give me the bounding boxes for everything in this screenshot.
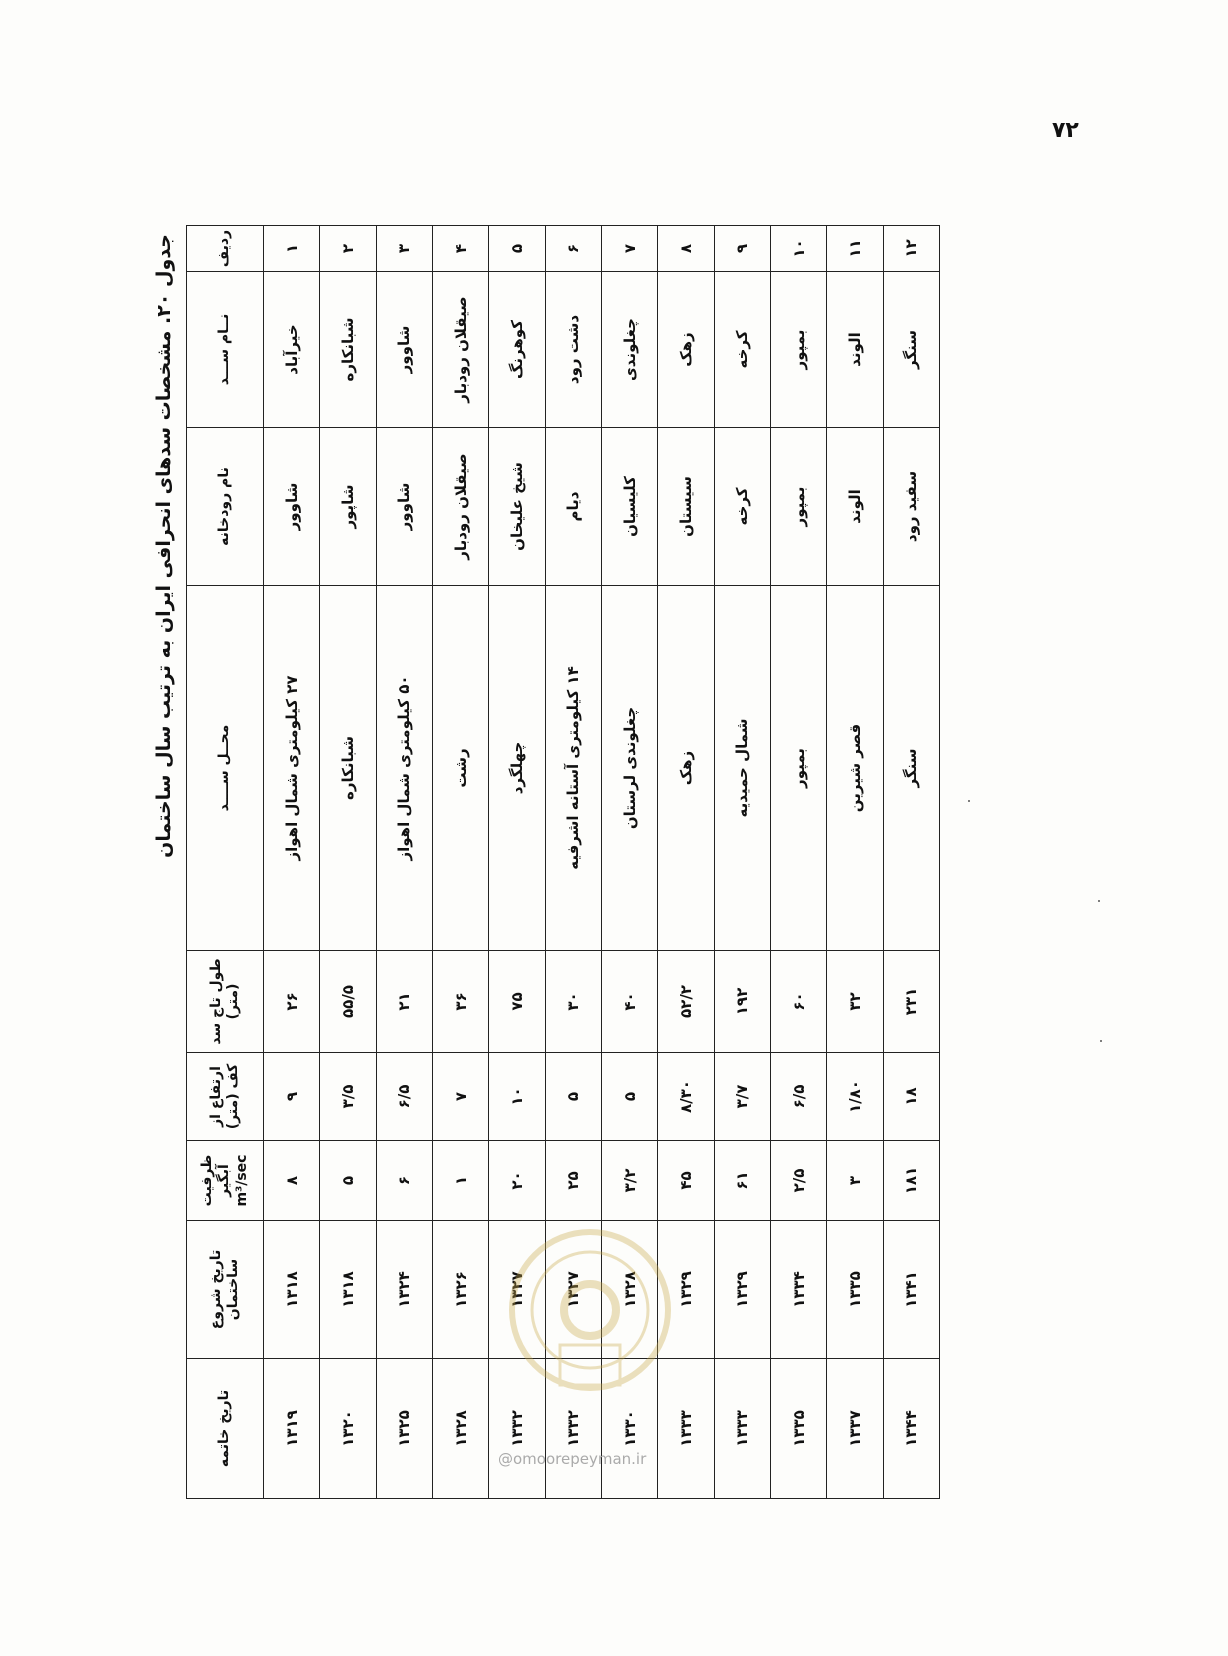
cell-row-number: ۷ bbox=[601, 226, 657, 272]
header-height: ارتفاع از کف (متر) bbox=[187, 1053, 264, 1141]
header-location: محــل ســــد bbox=[187, 586, 264, 951]
table-row bbox=[883, 226, 939, 1499]
cell-crest-length: ۲۳۱ bbox=[883, 951, 939, 1053]
header-crest-length: طول تاج سد (متر) bbox=[187, 951, 264, 1053]
cell-row-number: ۱۱ bbox=[827, 226, 883, 272]
table-row bbox=[770, 226, 826, 1499]
table-row bbox=[320, 226, 376, 1499]
cell-crest-length: ۱۹۲ bbox=[714, 951, 770, 1053]
cell-river-name: دیام bbox=[545, 428, 601, 586]
cell-intake-capacity: ۸ bbox=[264, 1141, 320, 1221]
table-row bbox=[376, 226, 432, 1499]
cell-end-date: ۱۳۳۳ bbox=[714, 1359, 770, 1499]
cell-dam-name: زهک bbox=[658, 272, 714, 428]
cell-location: سنگر bbox=[883, 586, 939, 951]
cell-start-date: ۱۳۴۱ bbox=[883, 1221, 939, 1359]
cell-dam-name: بمپور bbox=[770, 272, 826, 428]
cell-crest-length: ۲۱ bbox=[376, 951, 432, 1053]
cell-intake-capacity: ۶۱ bbox=[714, 1141, 770, 1221]
cell-dam-name: شاوور bbox=[376, 272, 432, 428]
cell-height: ۱۰ bbox=[489, 1053, 545, 1141]
cell-height: ۶/۵ bbox=[770, 1053, 826, 1141]
cell-river-name: سفید رود bbox=[883, 428, 939, 586]
cell-river-name: شیخ علیخان bbox=[489, 428, 545, 586]
cell-end-date: ۱۳۳۳ bbox=[658, 1359, 714, 1499]
cell-row-number: ۵ bbox=[489, 226, 545, 272]
publisher-seal-watermark bbox=[505, 1205, 675, 1420]
table-caption: جدول ۲۰. مشخصات سدهای انحرافی ایران به ترتیب سال ساختمان bbox=[153, 234, 175, 858]
cell-location: چغلوندی لرستان bbox=[601, 586, 657, 951]
cell-intake-capacity: ۳ bbox=[827, 1141, 883, 1221]
table-header-row bbox=[187, 226, 264, 1499]
cell-height: ۸/۳۰ bbox=[658, 1053, 714, 1141]
cell-location: ۵۰ کیلومتری شمال اهواز bbox=[376, 586, 432, 951]
cell-start-date: ۱۳۲۷ bbox=[545, 1221, 601, 1359]
cell-crest-length: ۲۶ bbox=[264, 951, 320, 1053]
cell-start-date: ۱۳۱۸ bbox=[320, 1221, 376, 1359]
cell-height: ۵ bbox=[545, 1053, 601, 1141]
cell-river-name: سیستان bbox=[658, 428, 714, 586]
cell-crest-length: ۳۰ bbox=[545, 951, 601, 1053]
cell-intake-capacity: ۱ bbox=[432, 1141, 488, 1221]
cell-height: ۱۸ bbox=[883, 1053, 939, 1141]
cell-end-date: ۱۳۴۴ bbox=[883, 1359, 939, 1499]
watermark-url: @omoorepeyman.ir bbox=[498, 1450, 647, 1468]
table-row bbox=[827, 226, 883, 1499]
cell-height: ۱/۸۰ bbox=[827, 1053, 883, 1141]
cell-location: ۲۷ کیلومتری شمال اهواز bbox=[264, 586, 320, 951]
cell-end-date: ۱۳۲۰ bbox=[320, 1359, 376, 1499]
cell-river-name: شاوور bbox=[376, 428, 432, 586]
page-number: ۷۲ bbox=[1052, 118, 1079, 143]
cell-location: ۱۴ کیلومتری آستانه اشرفیه bbox=[545, 586, 601, 951]
cell-end-date: ۱۳۳۷ bbox=[827, 1359, 883, 1499]
cell-row-number: ۳ bbox=[376, 226, 432, 272]
cell-end-date: ۱۳۲۵ bbox=[376, 1359, 432, 1499]
table-row bbox=[714, 226, 770, 1499]
cell-row-number: ۱ bbox=[264, 226, 320, 272]
cell-dam-name: دشت رود bbox=[545, 272, 601, 428]
cell-dam-name: خیرآباد bbox=[264, 272, 320, 428]
cell-start-date: ۱۳۳۵ bbox=[827, 1221, 883, 1359]
cell-end-date: ۱۳۳۰ bbox=[601, 1359, 657, 1499]
cell-river-name: کرخه bbox=[714, 428, 770, 586]
cell-crest-length: ۶۰ bbox=[770, 951, 826, 1053]
cell-intake-capacity: ۶ bbox=[376, 1141, 432, 1221]
cell-river-name: صیقلان رودبار bbox=[432, 428, 488, 586]
cell-row-number: ۹ bbox=[714, 226, 770, 272]
cell-end-date: ۱۳۳۵ bbox=[770, 1359, 826, 1499]
cell-intake-capacity: ۲/۵ bbox=[770, 1141, 826, 1221]
header-dam-name: نــام ســـد bbox=[187, 272, 264, 428]
cell-crest-length: ۷۵ bbox=[489, 951, 545, 1053]
cell-end-date: ۱۳۱۹ bbox=[264, 1359, 320, 1499]
cell-intake-capacity: ۴۵ bbox=[658, 1141, 714, 1221]
cell-crest-length: ۳۶ bbox=[432, 951, 488, 1053]
cell-start-date: ۱۳۲۹ bbox=[658, 1221, 714, 1359]
cell-start-date: ۱۳۳۴ bbox=[770, 1221, 826, 1359]
cell-location: بمپور bbox=[770, 586, 826, 951]
header-start-date: تاریخ شروع ساختمان bbox=[187, 1221, 264, 1359]
scan-speck bbox=[1098, 900, 1100, 902]
cell-start-date: ۱۳۲۶ bbox=[432, 1221, 488, 1359]
cell-dam-name: صیقلان رودبار bbox=[432, 272, 488, 428]
cell-end-date: ۱۳۲۸ bbox=[432, 1359, 488, 1499]
header-end-date: تاریخ خاتمه bbox=[187, 1359, 264, 1499]
cell-location: شبانکاره bbox=[320, 586, 376, 951]
cell-dam-name: الوند bbox=[827, 272, 883, 428]
cell-river-name: شاپور bbox=[320, 428, 376, 586]
cell-dam-name: شبانکاره bbox=[320, 272, 376, 428]
cell-end-date: ۱۳۳۲ bbox=[489, 1359, 545, 1499]
cell-row-number: ۴ bbox=[432, 226, 488, 272]
cell-river-name: الوند bbox=[827, 428, 883, 586]
table-row bbox=[264, 226, 320, 1499]
cell-location: شمال حمیدیه bbox=[714, 586, 770, 951]
cell-height: ۹ bbox=[264, 1053, 320, 1141]
table-row bbox=[432, 226, 488, 1499]
cell-crest-length: ۴۰ bbox=[601, 951, 657, 1053]
cell-crest-length: ۵۵/۵ bbox=[320, 951, 376, 1053]
cell-height: ۵ bbox=[601, 1053, 657, 1141]
cell-dam-name: کرخه bbox=[714, 272, 770, 428]
cell-location: چهلگرد bbox=[489, 586, 545, 951]
cell-row-number: ۶ bbox=[545, 226, 601, 272]
cell-height: ۳/۵ bbox=[320, 1053, 376, 1141]
cell-river-name: کلیسیان bbox=[601, 428, 657, 586]
scan-speck bbox=[968, 800, 970, 802]
cell-river-name: شاوور bbox=[264, 428, 320, 586]
cell-location: قصر شیرین bbox=[827, 586, 883, 951]
cell-dam-name: چغلوندی bbox=[601, 272, 657, 428]
cell-start-date: ۱۳۲۴ bbox=[376, 1221, 432, 1359]
cell-height: ۶/۵ bbox=[376, 1053, 432, 1141]
header-river-name: نام رودخانه bbox=[187, 428, 264, 586]
cell-intake-capacity: ۲۵ bbox=[545, 1141, 601, 1221]
cell-height: ۳/۷ bbox=[714, 1053, 770, 1141]
cell-river-name: بمپور bbox=[770, 428, 826, 586]
cell-dam-name: کوهرنگ bbox=[489, 272, 545, 428]
cell-row-number: ۲ bbox=[320, 226, 376, 272]
cell-start-date: ۱۳۲۹ bbox=[714, 1221, 770, 1359]
cell-intake-capacity: ۲۰ bbox=[489, 1141, 545, 1221]
cell-start-date: ۱۳۲۷ bbox=[489, 1221, 545, 1359]
cell-intake-capacity: ۵ bbox=[320, 1141, 376, 1221]
cell-row-number: ۱۲ bbox=[883, 226, 939, 272]
cell-intake-capacity: ۳/۲ bbox=[601, 1141, 657, 1221]
header-intake-capacity: ظرفیت آبگیر m³/sec bbox=[187, 1141, 264, 1221]
cell-row-number: ۸ bbox=[658, 226, 714, 272]
header-row-number: ردیف bbox=[187, 226, 264, 272]
cell-height: ۷ bbox=[432, 1053, 488, 1141]
scan-speck bbox=[1100, 1040, 1102, 1042]
cell-start-date: ۱۳۲۸ bbox=[601, 1221, 657, 1359]
cell-row-number: ۱۰ bbox=[770, 226, 826, 272]
cell-start-date: ۱۳۱۸ bbox=[264, 1221, 320, 1359]
cell-location: رشت bbox=[432, 586, 488, 951]
cell-crest-length: ۳۲ bbox=[827, 951, 883, 1053]
cell-end-date: ۱۳۳۲ bbox=[545, 1359, 601, 1499]
cell-crest-length: ۵۲/۲ bbox=[658, 951, 714, 1053]
cell-location: زهک bbox=[658, 586, 714, 951]
cell-dam-name: سنگر bbox=[883, 272, 939, 428]
cell-intake-capacity: ۱۸۱ bbox=[883, 1141, 939, 1221]
